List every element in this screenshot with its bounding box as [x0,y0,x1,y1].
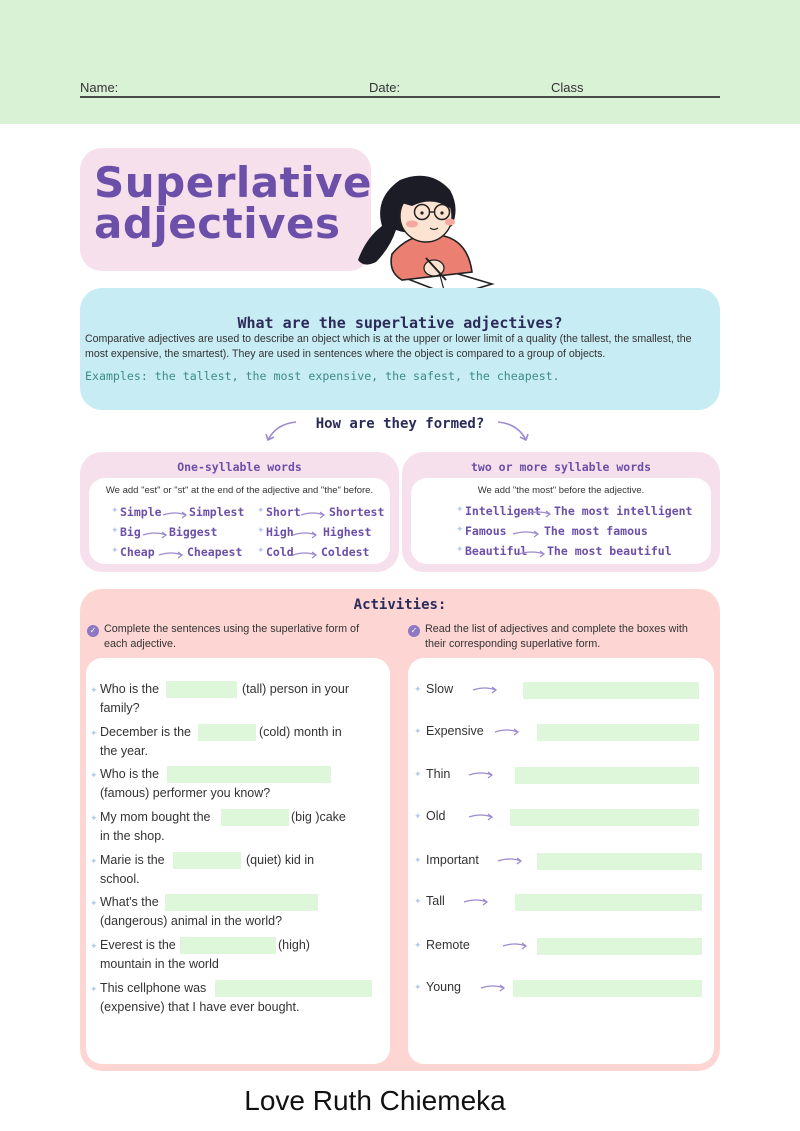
sentence-middle: (high) [278,938,310,952]
base-word: Simple [120,505,162,519]
adjective-word: Young [426,980,461,994]
definition-examples: Examples: the tallest, the most expensive, the safest, the cheapest. [85,369,560,383]
superlative-word: The most intelligent [554,504,693,518]
sparkle-icon: ✦ [257,506,265,516]
author-signature: Love Ruth Chiemeka [244,1085,506,1116]
superlative-word: The most beautiful [547,544,672,558]
sparkle-icon: ✦ [90,771,98,781]
girl-reading-illustration [352,168,502,302]
sentence-start: Marie is the [100,853,165,867]
answer-blank[interactable] [167,766,331,783]
arrow-icon [502,942,528,950]
name-line [80,96,720,98]
answer-box[interactable] [537,853,702,870]
sparkle-icon: ✦ [111,506,119,516]
definition-body: Comparative adjectives are used to describe an object which is at the upper or lower limit of a quality (the tallest, the smallest, the most expensive, the smartest). They are used in sentences where the object is compared to a group of objects. [85,333,692,360]
sparkle-icon: ✦ [414,983,422,993]
sentence-end: school. [100,872,140,886]
arrow-icon [472,686,498,694]
answer-blank[interactable] [166,681,237,698]
sentence-end: (expensive) that I have ever bought. [100,1000,300,1014]
base-word: Intelligent [465,504,542,518]
sentence-start: Who is the [100,767,160,781]
superlative-word: The most famous [544,524,648,538]
answer-box[interactable] [515,894,702,911]
superlative-word: Simplest [189,505,245,519]
arrow-icon [292,531,318,539]
class-label: Class [551,80,584,95]
sparkle-icon: ✦ [414,812,422,822]
base-word: High [266,525,294,539]
adjective-word: Tall [426,894,445,908]
adjective-word: Remote [426,938,470,952]
sparkle-icon: ✦ [414,770,422,780]
sparkle-icon: ✦ [90,985,98,995]
sparkle-icon: ✦ [456,525,464,535]
arrow-icon [468,813,494,821]
superlative-word: Biggest [169,525,218,539]
title-box [80,148,371,271]
answer-blank[interactable] [221,809,289,826]
answer-box[interactable] [515,767,699,784]
name-label: Name: [80,80,119,95]
answer-box[interactable] [537,724,699,741]
base-word: Famous [465,524,507,538]
check-icon: ✓ [408,625,420,637]
formed-heading: How are they formed? [315,416,485,432]
sentence-start: December is the [100,725,192,739]
sentence-middle: (quiet) kid in [246,853,315,867]
sentence-start: Who is the [100,682,160,696]
arrow-icon [468,771,494,779]
superlative-word: Cheapest [187,545,243,559]
adjective-word: Slow [426,682,454,696]
sentence-end: family? [100,701,140,715]
sparkle-icon: ✦ [414,897,422,907]
answer-box[interactable] [513,980,702,997]
arrow-icon [300,511,326,519]
date-label: Date: [369,80,401,95]
answer-box[interactable] [523,682,699,699]
definition-box [80,288,720,410]
sparkle-icon: ✦ [111,546,119,556]
sentence-middle: (cold) month in [259,725,342,739]
one-syllable-title: One-syllable words [177,460,302,474]
sparkle-icon: ✦ [90,899,98,909]
base-word: Cheap [120,545,155,559]
sentence-start: What's the [100,895,159,909]
sparkle-icon: ✦ [414,941,422,951]
arrow-icon [494,728,520,736]
sparkle-icon: ✦ [90,686,98,696]
superlative-word: Highest [323,525,372,539]
arrow-icon [463,898,489,906]
answer-box[interactable] [510,809,699,826]
sentence-end: the year. [100,744,148,758]
adjective-word: Important [426,853,479,867]
sparkle-icon: ✦ [414,856,422,866]
right-instruction: Read the list of adjectives and complete the boxes with their corresponding superlative form. [425,623,688,650]
sparkle-icon: ✦ [90,857,98,867]
sentence-end: mountain in the world [100,957,219,971]
answer-blank[interactable] [180,937,276,954]
answer-blank[interactable] [198,724,256,741]
sparkle-icon: ✦ [257,546,265,556]
arrow-icon [512,530,540,538]
sparkle-icon: ✦ [456,505,464,515]
arrow-icon [497,857,523,865]
multi-syllable-title: two or more syllable words [470,460,651,474]
arrow-icon [524,510,552,518]
superlative-word: Coldest [321,545,370,559]
sentence-end: in the shop. [100,829,165,843]
sparkle-icon: ✦ [90,814,98,824]
sparkle-icon: ✦ [414,727,422,737]
arrow-icon [162,511,188,519]
definition-heading: What are the superlative adjectives? [237,314,563,332]
sparkle-icon: ✦ [414,685,422,695]
arrow-icon [480,984,506,992]
multi-syllable-rule: We add "the most" before the adjective. [477,485,645,496]
header-band [0,0,800,124]
base-word: Cold [266,545,294,559]
page-title: Superlative adjectives [94,158,372,248]
adjective-word: Expensive [426,724,484,738]
sparkle-icon: ✦ [456,545,464,555]
answer-box[interactable] [537,938,702,955]
adjective-word: Old [426,809,446,823]
adjective-word: Thin [426,767,451,781]
arrow-icon [518,550,546,558]
sparkle-icon: ✦ [90,942,98,952]
curved-arrow-right-icon [494,418,534,444]
base-word: Big [120,525,141,539]
arrow-icon [292,551,318,559]
sentence-start: Everest is the [100,938,176,952]
base-word: Beautiful [465,544,528,558]
activities-title: Activities: [353,597,447,613]
superlative-word: Shortest [329,505,385,519]
sentence-middle: (tall) person in your [242,682,349,696]
answer-blank[interactable] [215,980,372,997]
one-syllable-rule: We add "est" or "st" at the end of the adjective and "the" before. [105,485,374,496]
sentence-start: My mom bought the [100,810,211,824]
sentence-end: (dangerous) animal in the world? [100,914,283,928]
check-icon: ✓ [87,625,99,637]
sentence-end: (famous) performer you know? [100,786,271,800]
left-instruction: Complete the sentences using the superlative form of each adjective. [104,623,360,650]
sparkle-icon: ✦ [111,526,119,536]
sparkle-icon: ✦ [90,729,98,739]
arrow-icon [158,551,184,559]
sentence-start: This cellphone was [100,981,207,995]
answer-blank[interactable] [165,894,318,911]
sparkle-icon: ✦ [257,526,265,536]
base-word: Short [266,505,301,519]
answer-blank[interactable] [173,852,241,869]
arrow-icon [142,531,168,539]
sentence-middle: (big )cake [291,810,346,824]
